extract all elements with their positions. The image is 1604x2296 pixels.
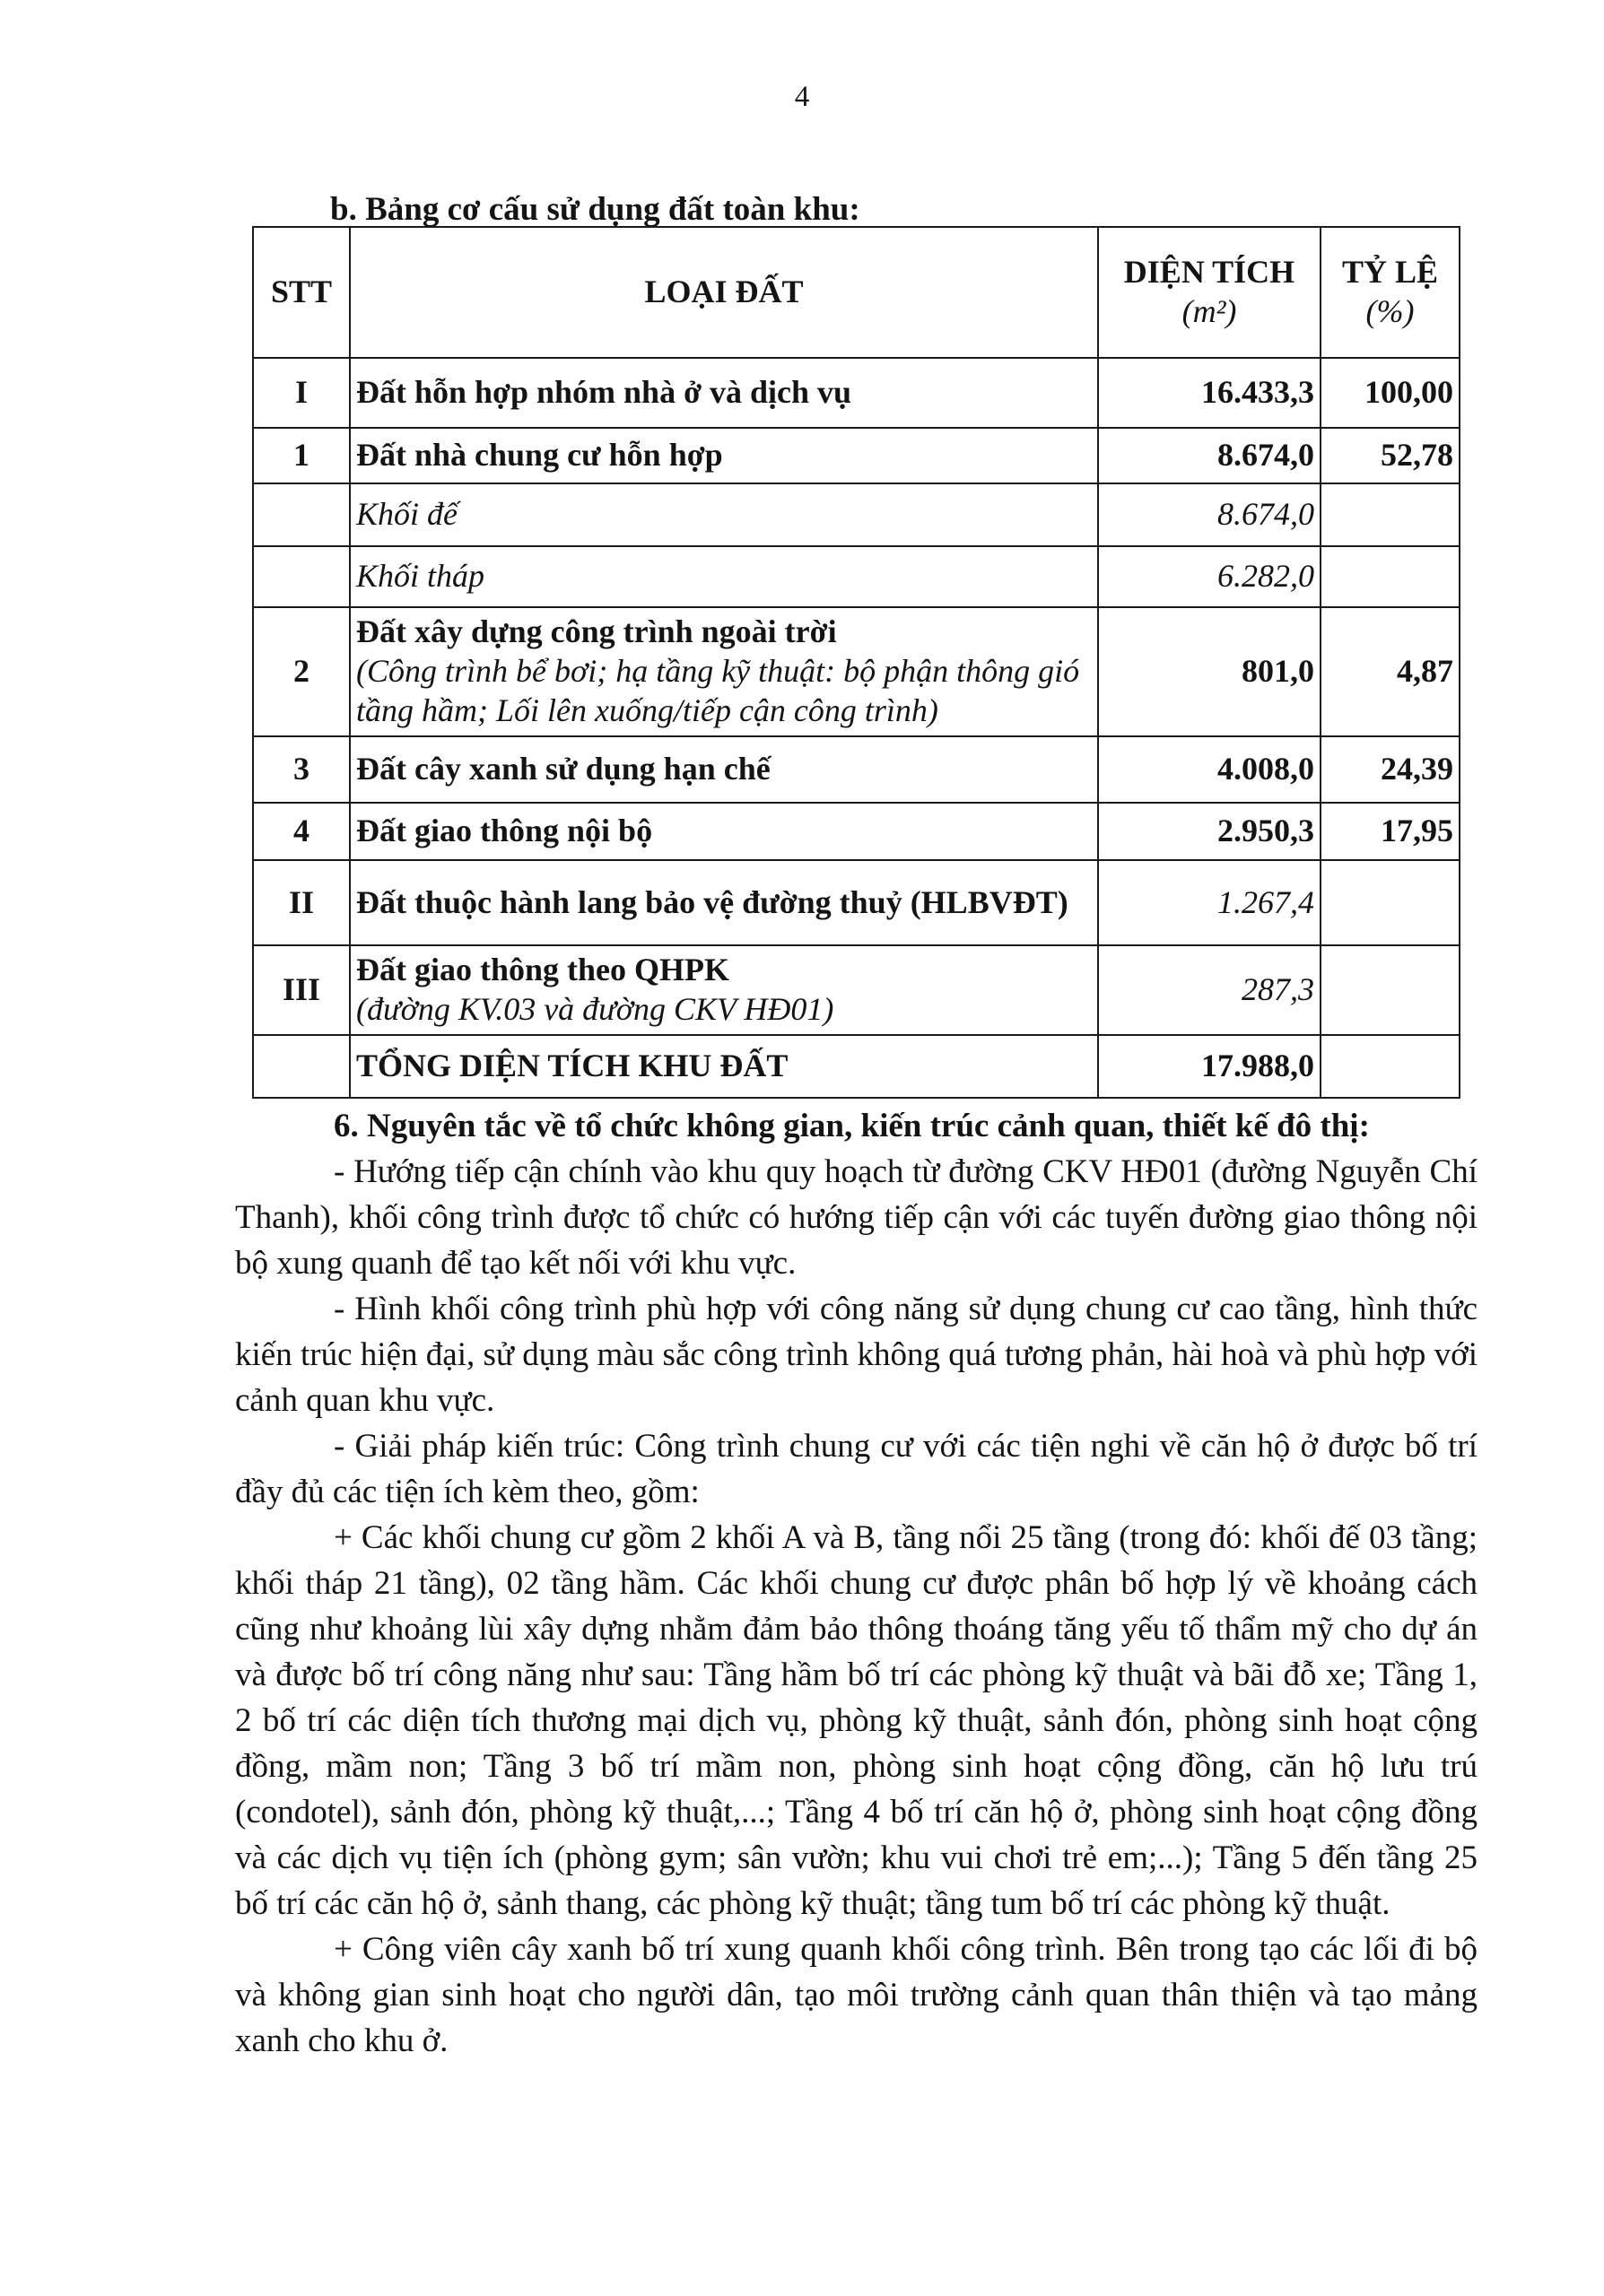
row-ratio [1321, 860, 1460, 945]
row-ratio: 100,00 [1321, 358, 1460, 428]
table-row [253, 803, 1460, 860]
paragraph: + Công viên cây xanh bố trí xung quanh khối công trình. Bên trong tạo các lối đi bộ và không gian sinh hoạt cho người dân, tạo môi trường cảnh quan thân thiện và tạo mảng xanh cho khu ở. [235, 1931, 1478, 2059]
land-use-table [252, 226, 1460, 1099]
row-ratio [1321, 1035, 1460, 1098]
row-ratio [1321, 483, 1460, 546]
row-stt: 2 [253, 607, 350, 736]
row-name: Đất hỗn hợp nhóm nhà ở và dịch vụ [350, 358, 1098, 428]
header-ty-le-unit: (%) [1365, 293, 1415, 329]
row-stt: 1 [253, 428, 350, 483]
row-name: Đất cây xanh sử dụng hạn chế [350, 736, 1098, 803]
row-area: 4.008,0 [1098, 736, 1321, 803]
row-ratio [1321, 546, 1460, 607]
table-row [253, 428, 1460, 483]
row-note: (đường KV.03 và đường CKV HĐ01) [356, 991, 834, 1027]
row-ratio: 52,78 [1321, 428, 1460, 483]
row-name: Khối đế [350, 483, 1098, 546]
paragraph: - Giải pháp kiến trúc: Công trình chung cư với các tiện nghi về căn hộ ở được bố trí đầy đủ các tiện ích kèm theo, gồm: [235, 1428, 1478, 1510]
row-ratio: 24,39 [1321, 736, 1460, 803]
header-ty-le-label: TỶ LỆ [1341, 254, 1439, 291]
row-ratio [1321, 945, 1460, 1035]
row-name-cell [350, 945, 1098, 1035]
row-name-cell [350, 607, 1098, 736]
header-loai-dat: LOẠI ĐẤT [350, 227, 1098, 358]
row-area: 8.674,0 [1098, 483, 1321, 546]
row-note: (Công trình bể bơi; hạ tầng kỹ thuật: bộ phận thông gió tầng hầm; Lối lên xuống/tiếp cận công trình) [356, 653, 1080, 728]
row-name: Đất nhà chung cư hỗn hợp [350, 428, 1098, 483]
section-6-heading: 6. Nguyên tắc về tổ chức không gian, kiến trúc cảnh quan, thiết kế đô thị: [334, 1108, 1370, 1144]
row-stt: II [253, 860, 350, 945]
header-ty-le [1321, 227, 1460, 358]
row-ratio: 4,87 [1321, 607, 1460, 736]
header-dien-tich-unit: (m²) [1181, 293, 1237, 329]
paragraph: - Hướng tiếp cận chính vào khu quy hoạch từ đường CKV HĐ01 (đường Nguyễn Chí Thanh), khối công trình được tổ chức có hướng tiếp cận với các tuyến đường giao thông nội bộ xung quanh để tạo kết nối với khu vực. [235, 1153, 1478, 1282]
row-name: Đất giao thông theo QHPK [356, 952, 730, 988]
row-stt: 4 [253, 803, 350, 860]
row-area: 2.950,3 [1098, 803, 1321, 860]
row-area: 1.267,4 [1098, 860, 1321, 945]
table-total-row [253, 1035, 1460, 1098]
paragraph: - Hình khối công trình phù hợp với công năng sử dụng chung cư cao tầng, hình thức kiến trúc hiện đại, sử dụng màu sắc công trình không quá tương phản, hài hoà và phù hợp với cảnh quan khu vực. [235, 1291, 1478, 1419]
table-header-row [253, 227, 1460, 358]
table-row [253, 736, 1460, 803]
row-stt: 3 [253, 736, 350, 803]
row-area: 17.988,0 [1098, 1035, 1321, 1098]
row-area: 16.433,3 [1098, 358, 1321, 428]
row-stt: I [253, 358, 350, 428]
row-area: 8.674,0 [1098, 428, 1321, 483]
row-area: 6.282,0 [1098, 546, 1321, 607]
row-stt [253, 1035, 350, 1098]
header-stt: STT [253, 227, 350, 358]
table-row [253, 607, 1460, 736]
row-name: Đất xây dựng công trình ngoài trời [356, 613, 837, 650]
table-row [253, 945, 1460, 1035]
page-number: 4 [794, 81, 810, 113]
row-name: TỔNG DIỆN TÍCH KHU ĐẤT [350, 1035, 1098, 1098]
table-row [253, 860, 1460, 945]
section-6 [235, 1103, 1478, 2064]
row-area: 287,3 [1098, 945, 1321, 1035]
row-name: Đất giao thông nội bộ [350, 803, 1098, 860]
table-row [253, 358, 1460, 428]
row-name: Khối tháp [350, 546, 1098, 607]
table-row [253, 546, 1460, 607]
row-stt: III [253, 945, 350, 1035]
table-row [253, 483, 1460, 546]
row-ratio: 17,95 [1321, 803, 1460, 860]
row-name: Đất thuộc hành lang bảo vệ đường thuỷ (HLBVĐT) [350, 860, 1098, 945]
header-dien-tich [1098, 227, 1321, 358]
header-dien-tich-label: DIỆN TÍCH [1123, 254, 1295, 291]
row-stt [253, 483, 350, 546]
section-title: b. Bảng cơ cấu sử dụng đất toàn khu: [330, 191, 860, 228]
paragraph: + Các khối chung cư gồm 2 khối A và B, tầng nổi 25 tầng (trong đó: khối đế 03 tầng; khối tháp 21 tầng), 02 tầng hầm. Các khối chung cư được phân bố hợp lý về khoảng cách cũng như khoảng lùi xây dựng nhằm đảm bảo thông thoáng tăng yếu tố thẩm mỹ cho dự án và được bố trí công năng như sau: Tầng hầm bố trí các phòng kỹ thuật và bãi đỗ xe; Tầng 1, 2 bố trí các diện tích thương mại dịch vụ, phòng kỹ thuật, sảnh đón, phòng sinh hoạt cộng đồng, mầm non; Tầng 3 bố trí mầm non, phòng sinh hoạt cộng đồng, căn hộ lưu trú (condotel), sảnh đón, phòng kỹ thuật,...; Tầng 4 bố trí căn hộ ở, phòng sinh hoạt cộng đồng và các dịch vụ tiện ích (phòng gym; sân vườn; khu vui chơi trẻ em;...); Tầng 5 đến tầng 25 bố trí các căn hộ ở, sảnh thang, các phòng kỹ thuật; tầng tum bố trí các phòng kỹ thuật. [235, 1519, 1478, 1922]
row-area: 801,0 [1098, 607, 1321, 736]
row-stt [253, 546, 350, 607]
